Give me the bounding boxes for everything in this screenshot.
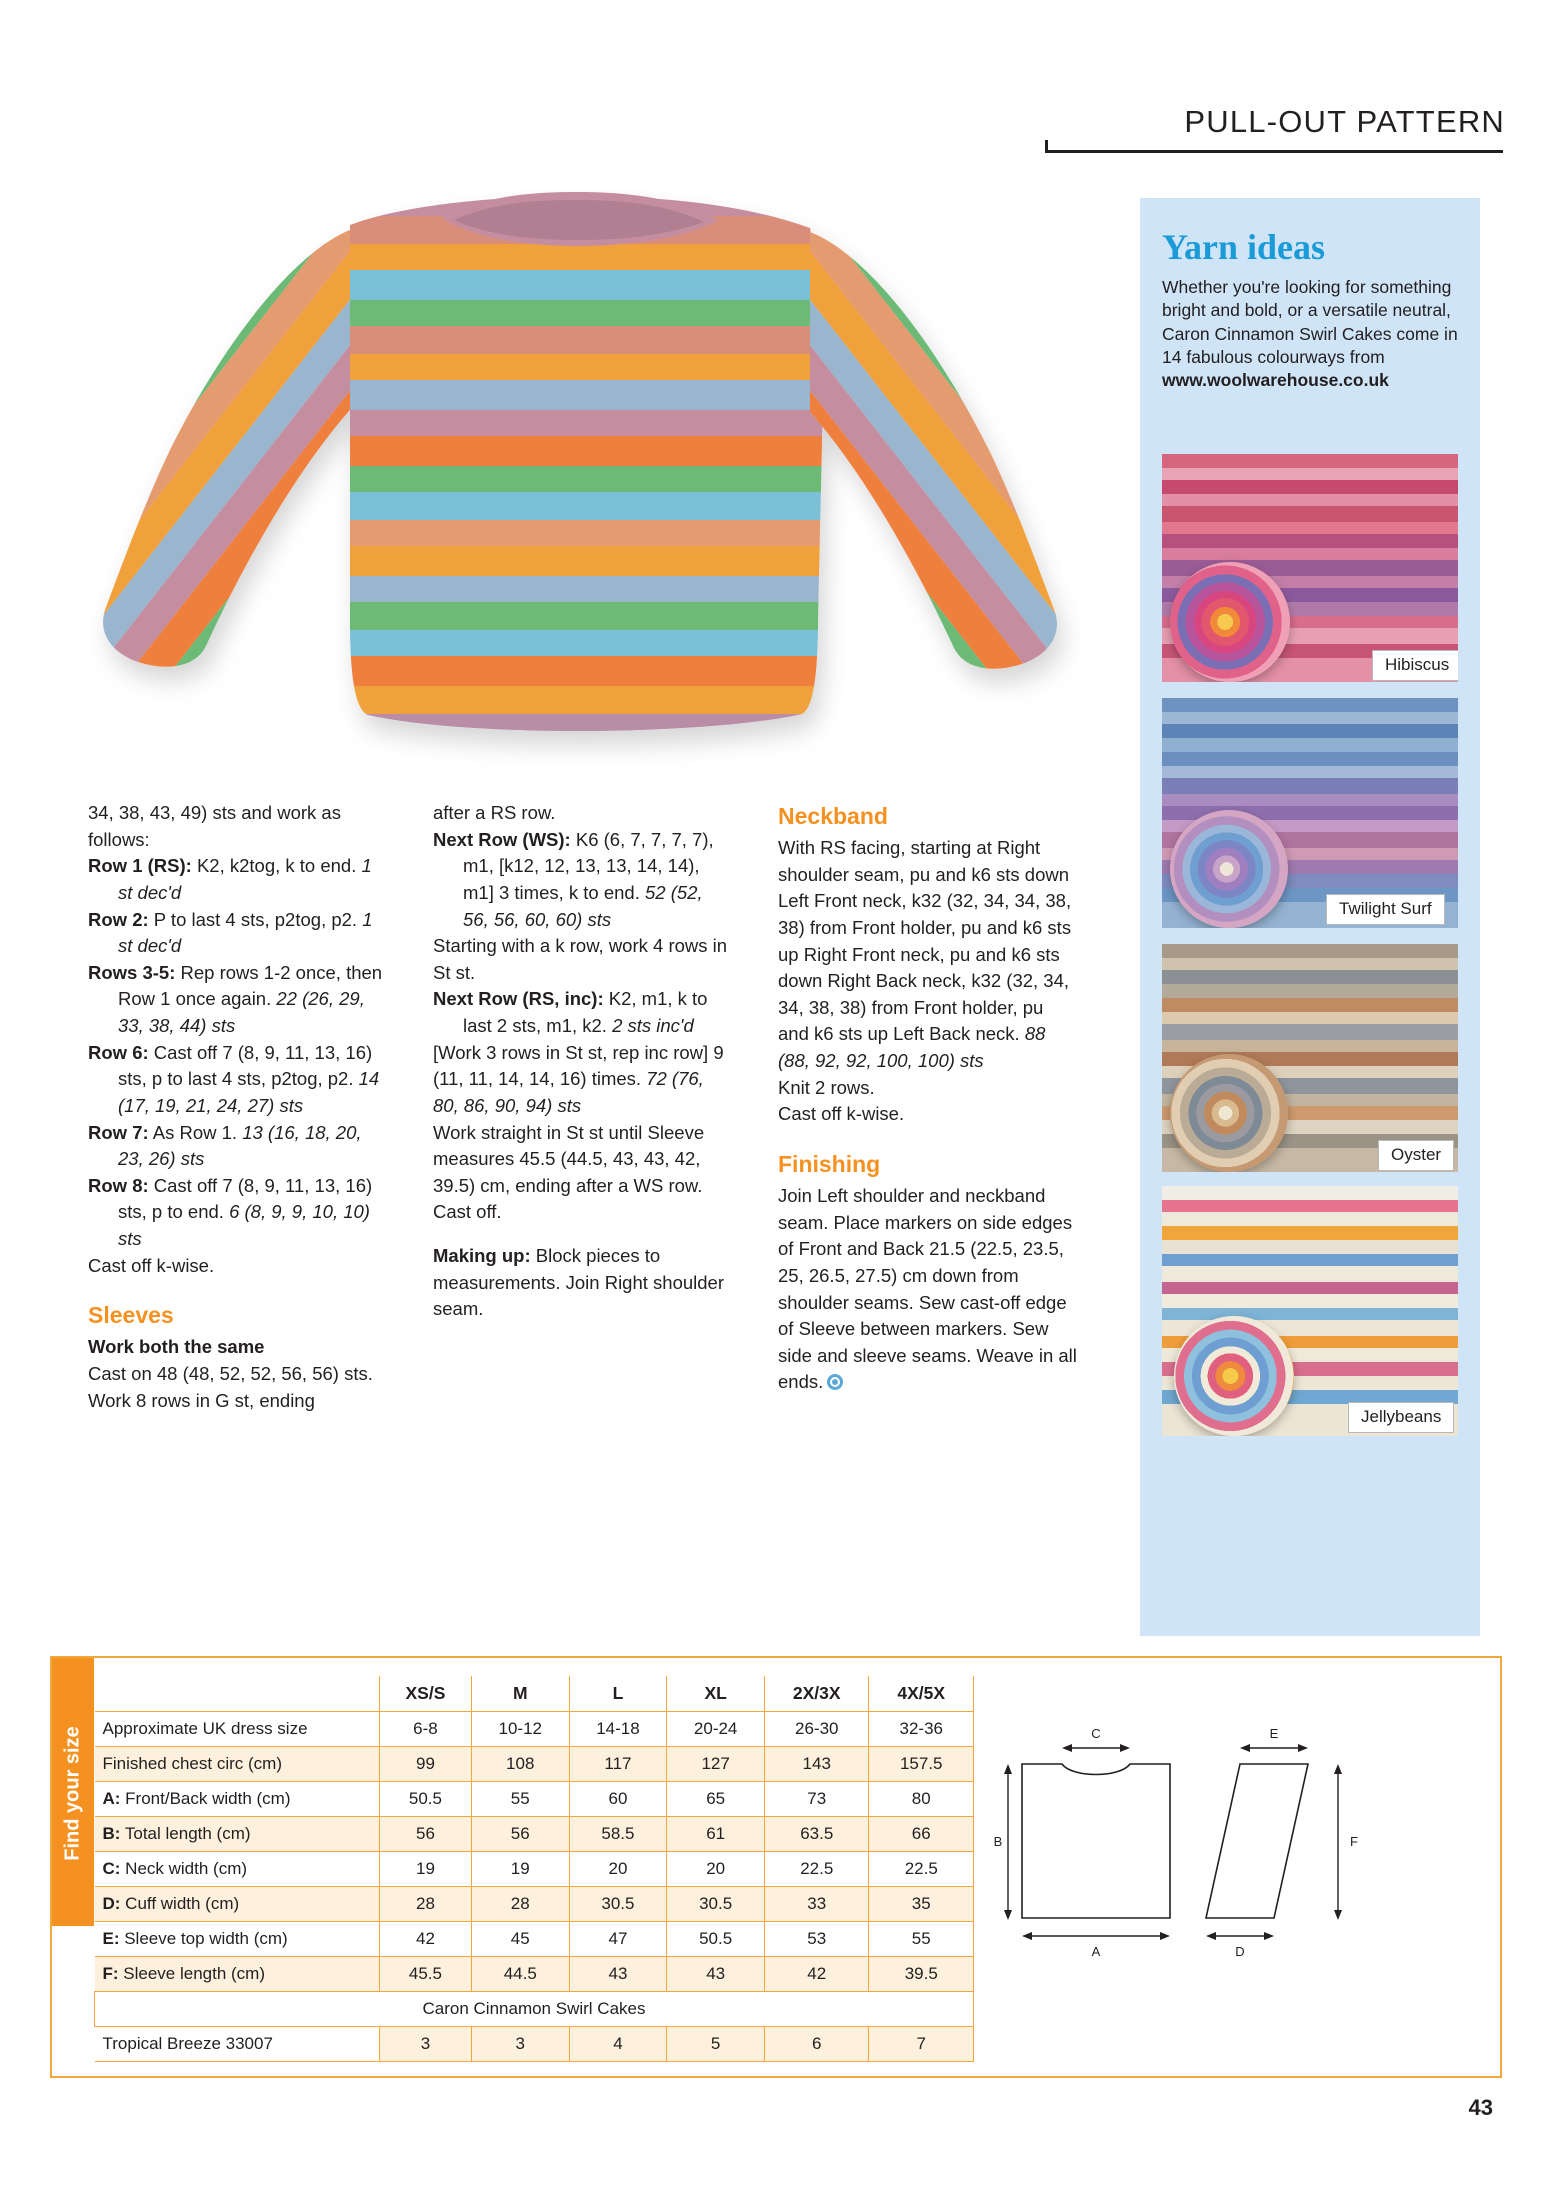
size-cell-7-0: 45.5 xyxy=(380,1957,472,1992)
col1-row7 xyxy=(88,1120,388,1173)
size-cell-1-2: 117 xyxy=(569,1747,667,1782)
sleeves-heading: Sleeves xyxy=(88,1302,174,1329)
diagram-label-d: D xyxy=(1235,1944,1245,1959)
yarn-swatch-oyster xyxy=(1162,944,1458,1172)
col2-next-rs xyxy=(433,986,733,1039)
nextws-note: 52 (52, 56, 56, 60, 60) sts xyxy=(463,881,703,930)
garment-photo xyxy=(20,170,1120,790)
col2-line-4: Work straight in St st until Sleeve measures 45.5 (44.5, 43, 43, 42, 39.5) cm, ending after a WS row. xyxy=(433,1121,705,1196)
row2-label: Row 2: xyxy=(88,908,149,930)
size-cell-5-4: 33 xyxy=(765,1887,869,1922)
size-cell-0-3: 20-24 xyxy=(667,1712,765,1747)
neckband-heading: Neckband xyxy=(778,803,888,829)
size-cell-5-0: 28 xyxy=(380,1887,472,1922)
yarn-section-label: Caron Cinnamon Swirl Cakes xyxy=(95,1992,974,2027)
size-cell-2-3: 65 xyxy=(667,1782,765,1817)
size-header-2: L xyxy=(569,1676,667,1712)
size-header-0: XS/S xyxy=(380,1676,472,1712)
row7-note: 13 (16, 18, 20, 23, 26) sts xyxy=(118,1121,362,1170)
size-cell-2-5: 80 xyxy=(869,1782,974,1817)
size-cell-4-5: 22.5 xyxy=(869,1852,974,1887)
size-cell-3-2: 58.5 xyxy=(569,1817,667,1852)
size-header-1: M xyxy=(471,1676,569,1712)
size-cell-1-3: 127 xyxy=(667,1747,765,1782)
finishing-text: Join Left shoulder and neckband seam. Place markers on side edges of Front and Back 21.5 (22.5, 23.5, 25, 26.5, 27.5) cm down from shoulder seams. Sew cast-off edge of Sleeve between markers. Sew side and sleeve seams. Weave in all ends. xyxy=(778,1185,1077,1393)
size-cell-2-0: 50.5 xyxy=(380,1782,472,1817)
table-row xyxy=(95,1817,974,1852)
col1-row6 xyxy=(88,1040,388,1120)
table-row xyxy=(95,1922,974,1957)
size-table-corner xyxy=(95,1676,380,1712)
yarn-ideas-heading: Yarn ideas xyxy=(1162,227,1326,267)
size-row-label-2: A: Front/Back width (cm) xyxy=(95,1782,380,1817)
header-rule xyxy=(1045,150,1503,153)
col2-next-ws xyxy=(433,827,733,934)
size-cell-7-4: 42 xyxy=(765,1957,869,1992)
size-cell-0-2: 14-18 xyxy=(569,1712,667,1747)
row2-note: 1 st dec'd xyxy=(118,908,373,957)
col1-castoff: Cast off k-wise. xyxy=(88,1254,215,1276)
size-cell-2-1: 55 xyxy=(471,1782,569,1817)
size-cell-1-4: 143 xyxy=(765,1747,869,1782)
size-cell-4-1: 19 xyxy=(471,1852,569,1887)
find-your-size-box xyxy=(50,1656,1502,2078)
yarn-section-row xyxy=(95,1992,974,2027)
table-row xyxy=(95,1712,974,1747)
size-cell-1-1: 108 xyxy=(471,1747,569,1782)
yarn-cell-4: 6 xyxy=(765,2027,869,2062)
making-up-label: Making up: xyxy=(433,1245,531,1266)
size-cell-7-5: 39.5 xyxy=(869,1957,974,1992)
size-cell-1-5: 157.5 xyxy=(869,1747,974,1782)
page-title: PULL-OUT PATTERN xyxy=(1184,104,1505,139)
yarn-name-tag-jellybeans: Jellybeans xyxy=(1348,1402,1454,1433)
size-cell-3-4: 63.5 xyxy=(765,1817,869,1852)
neckband-line-3: Cast off k-wise. xyxy=(778,1103,905,1125)
size-cell-0-4: 26-30 xyxy=(765,1712,869,1747)
row6-label: Row 6: xyxy=(88,1041,149,1063)
yarn-ball-jellybeans xyxy=(1174,1316,1294,1436)
size-cell-2-2: 60 xyxy=(569,1782,667,1817)
size-cell-6-2: 47 xyxy=(569,1922,667,1957)
size-cell-3-0: 56 xyxy=(380,1817,472,1852)
yarn-blurb-text: Whether you're looking for something bright and bold, or a versatile neutral, Caron Cinnamon Swirl Cakes come in 14 fabulous colourways from xyxy=(1162,277,1458,367)
find-your-size-label: Find your size xyxy=(61,1726,84,1861)
yarn-cell-1: 3 xyxy=(471,2027,569,2062)
col2-line-5: Cast off. xyxy=(433,1201,502,1223)
table-row xyxy=(95,1852,974,1887)
size-row-label-4: C: Neck width (cm) xyxy=(95,1852,380,1887)
row6-text: Cast off 7 (8, 9, 11, 13, 16) sts, p to last 4 sts, p2tog, p2. xyxy=(118,1041,373,1090)
pattern-text-columns xyxy=(88,800,1118,1560)
row1-note: 1 st dec'd xyxy=(118,855,372,903)
rows35-text: Rep rows 1-2 once, then Row 1 once again. xyxy=(118,961,383,1010)
table-row xyxy=(95,1957,974,1992)
size-cell-5-1: 28 xyxy=(471,1887,569,1922)
size-chart-table xyxy=(94,1676,974,2062)
size-cell-5-5: 35 xyxy=(869,1887,974,1922)
col2-line-2: Starting with a k row, work 4 rows in St st. xyxy=(433,935,728,983)
nextws-label: Next Row (WS): xyxy=(433,828,571,850)
size-cell-7-2: 43 xyxy=(569,1957,667,1992)
size-header-3: XL xyxy=(667,1676,765,1712)
size-cell-4-2: 20 xyxy=(569,1852,667,1887)
table-row xyxy=(95,2027,974,2062)
row8-label: Row 8: xyxy=(88,1174,149,1196)
size-row-label-0: Approximate UK dress size xyxy=(95,1712,380,1747)
finishing-heading: Finishing xyxy=(778,1150,881,1177)
rows35-note: 22 (26, 29, 33, 38, 44) sts xyxy=(118,988,365,1036)
size-cell-0-1: 10-12 xyxy=(471,1712,569,1747)
col1-rows35 xyxy=(88,960,388,1040)
col1-intro: 34, 38, 43, 49) sts and work as follows: xyxy=(88,802,341,850)
sweater-illustration xyxy=(50,190,1110,780)
nextws-text: K6 (6, 7, 7, 7, 7), m1, [k12, 12, 13, 13, 14, 14), m1] 3 times, k to end. xyxy=(463,828,714,903)
col1-row8 xyxy=(88,1173,388,1253)
nextrs-label: Next Row (RS, inc): xyxy=(433,988,604,1010)
col1-row1 xyxy=(88,853,388,906)
row7-label: Row 7: xyxy=(88,1121,149,1143)
row1-label: Row 1 (RS): xyxy=(88,855,192,877)
making-up-text: Block pieces to measurements. Join Right shoulder seam. xyxy=(433,1245,725,1320)
size-cell-5-2: 30.5 xyxy=(569,1887,667,1922)
size-row-label-1: Finished chest circ (cm) xyxy=(95,1747,380,1782)
yarn-cell-0: 3 xyxy=(380,2027,472,2062)
row8-text: Cast off 7 (8, 9, 11, 13, 16) sts, p to end. xyxy=(118,1174,373,1223)
yarn-name-tag-hibiscus: Hibiscus xyxy=(1372,650,1458,681)
yarn-cell-2: 4 xyxy=(569,2027,667,2062)
schematic-diagram xyxy=(992,1718,1472,1968)
col2-intro: after a RS row. xyxy=(433,802,556,823)
size-row-label-5: D: Cuff width (cm) xyxy=(95,1887,380,1922)
row1-text: K2, k2tog, k to end. xyxy=(191,855,362,877)
size-cell-0-5: 32-36 xyxy=(869,1712,974,1747)
row8-note: 6 (8, 9, 9, 10, 10) sts xyxy=(118,1201,370,1249)
yarn-ideas-panel xyxy=(1140,198,1480,1636)
row2-text: P to last 4 sts, p2tog, p2. xyxy=(148,908,363,930)
diagram-label-f: F xyxy=(1350,1834,1358,1849)
size-cell-6-4: 53 xyxy=(765,1922,869,1957)
nextrs-text: K2, m1, k to last 2 sts, m1, k2. xyxy=(463,988,708,1036)
page-header xyxy=(1045,104,1505,140)
size-cell-7-1: 44.5 xyxy=(471,1957,569,1992)
pattern-column-2 xyxy=(433,800,733,1323)
yarn-name-tag-twilight-surf: Twilight Surf xyxy=(1326,894,1445,925)
size-row-label-3: B: Total length (cm) xyxy=(95,1817,380,1852)
size-cell-6-3: 50.5 xyxy=(667,1922,765,1957)
row7-text: As Row 1. xyxy=(148,1121,243,1143)
rows35-label: Rows 3-5: xyxy=(88,961,176,983)
page-number: 43 xyxy=(1468,2095,1493,2120)
yarn-swatch-twilight-surf xyxy=(1162,698,1458,928)
table-row xyxy=(95,1782,974,1817)
size-table-header-row xyxy=(95,1676,974,1712)
size-cell-4-0: 19 xyxy=(380,1852,472,1887)
nextrs-note: 2 sts inc'd xyxy=(612,1015,694,1036)
size-cell-5-3: 30.5 xyxy=(667,1887,765,1922)
size-cell-6-1: 45 xyxy=(471,1922,569,1957)
col2-making-up xyxy=(433,1243,733,1323)
size-cell-1-0: 99 xyxy=(380,1747,472,1782)
size-cell-3-1: 56 xyxy=(471,1817,569,1852)
sleeves-subheading: Work both the same xyxy=(88,1336,265,1358)
striped-sweater-image xyxy=(50,190,1110,780)
yarn-swatch-hibiscus xyxy=(1162,454,1458,682)
col1-row2 xyxy=(88,907,388,960)
row6-note: 14 (17, 19, 21, 24, 27) sts xyxy=(118,1068,380,1116)
col2-line-3: [Work 3 rows in St st, rep inc row] 9 (11, 11, 14, 14, 16) times. 72 (76, 80, 86, 90, 94) sts xyxy=(433,1041,724,1116)
yarn-cell-5: 7 xyxy=(869,2027,974,2062)
neckband-line-2: Knit 2 rows. xyxy=(778,1076,875,1098)
find-your-size-tab xyxy=(52,1658,94,1926)
yarn-ideas-blurb xyxy=(1140,272,1480,392)
size-cell-0-0: 6-8 xyxy=(380,1712,472,1747)
size-header-4: 2X/3X xyxy=(765,1676,869,1712)
yarn-ball-twilight-surf xyxy=(1170,810,1288,928)
sleeves-line-1: Cast on 48 (48, 52, 52, 56, 56) sts. xyxy=(88,1362,373,1384)
yarn-website-link[interactable]: www.woolwarehouse.co.uk xyxy=(1162,370,1389,391)
size-cell-3-3: 61 xyxy=(667,1817,765,1852)
size-cell-4-3: 20 xyxy=(667,1852,765,1887)
yarn-swatch-jellybeans xyxy=(1162,1186,1458,1436)
table-row xyxy=(95,1887,974,1922)
neckband-text: With RS facing, starting at Right shoulder seam, pu and k6 sts down Left Front neck, k32 (32, 34, 34, 38, 38) from Front holder, pu and k6 sts up Right Front neck, pu and k6 sts down Right Back neck, k32 (32, 34, 34, 38, 38) from Front holder, pu and k6 sts up Left Back neck. 88 (88, 92, 92, 100, 100) sts xyxy=(778,837,1072,1072)
diagram-label-a: A xyxy=(1091,1944,1101,1959)
size-cell-2-4: 73 xyxy=(765,1782,869,1817)
size-cell-7-3: 43 xyxy=(667,1957,765,1992)
yarn-cell-3: 5 xyxy=(667,2027,765,2062)
yarn-ball-oyster xyxy=(1170,1054,1288,1172)
yarn-name-tag-oyster: Oyster xyxy=(1378,1140,1454,1171)
yarn-row-label: Tropical Breeze 33007 xyxy=(95,2027,380,2062)
diagram-label-e: E xyxy=(1269,1726,1279,1741)
diagram-label-b: B xyxy=(993,1834,1003,1849)
size-row-label-6: E: Sleeve top width (cm) xyxy=(95,1922,380,1957)
diagram-label-c: C xyxy=(1091,1726,1101,1741)
size-cell-4-4: 22.5 xyxy=(765,1852,869,1887)
pattern-column-1 xyxy=(88,800,388,1414)
pattern-column-3 xyxy=(778,800,1078,1396)
size-cell-6-5: 55 xyxy=(869,1922,974,1957)
table-row xyxy=(95,1747,974,1782)
size-row-label-7: F: Sleeve length (cm) xyxy=(95,1957,380,1992)
size-cell-6-0: 42 xyxy=(380,1922,472,1957)
size-cell-3-5: 66 xyxy=(869,1817,974,1852)
sleeves-line-2: Work 8 rows in G st, ending xyxy=(88,1389,315,1411)
end-of-article-icon xyxy=(827,1374,843,1390)
size-header-5: 4X/5X xyxy=(869,1676,974,1712)
yarn-ball-hibiscus xyxy=(1170,562,1290,682)
